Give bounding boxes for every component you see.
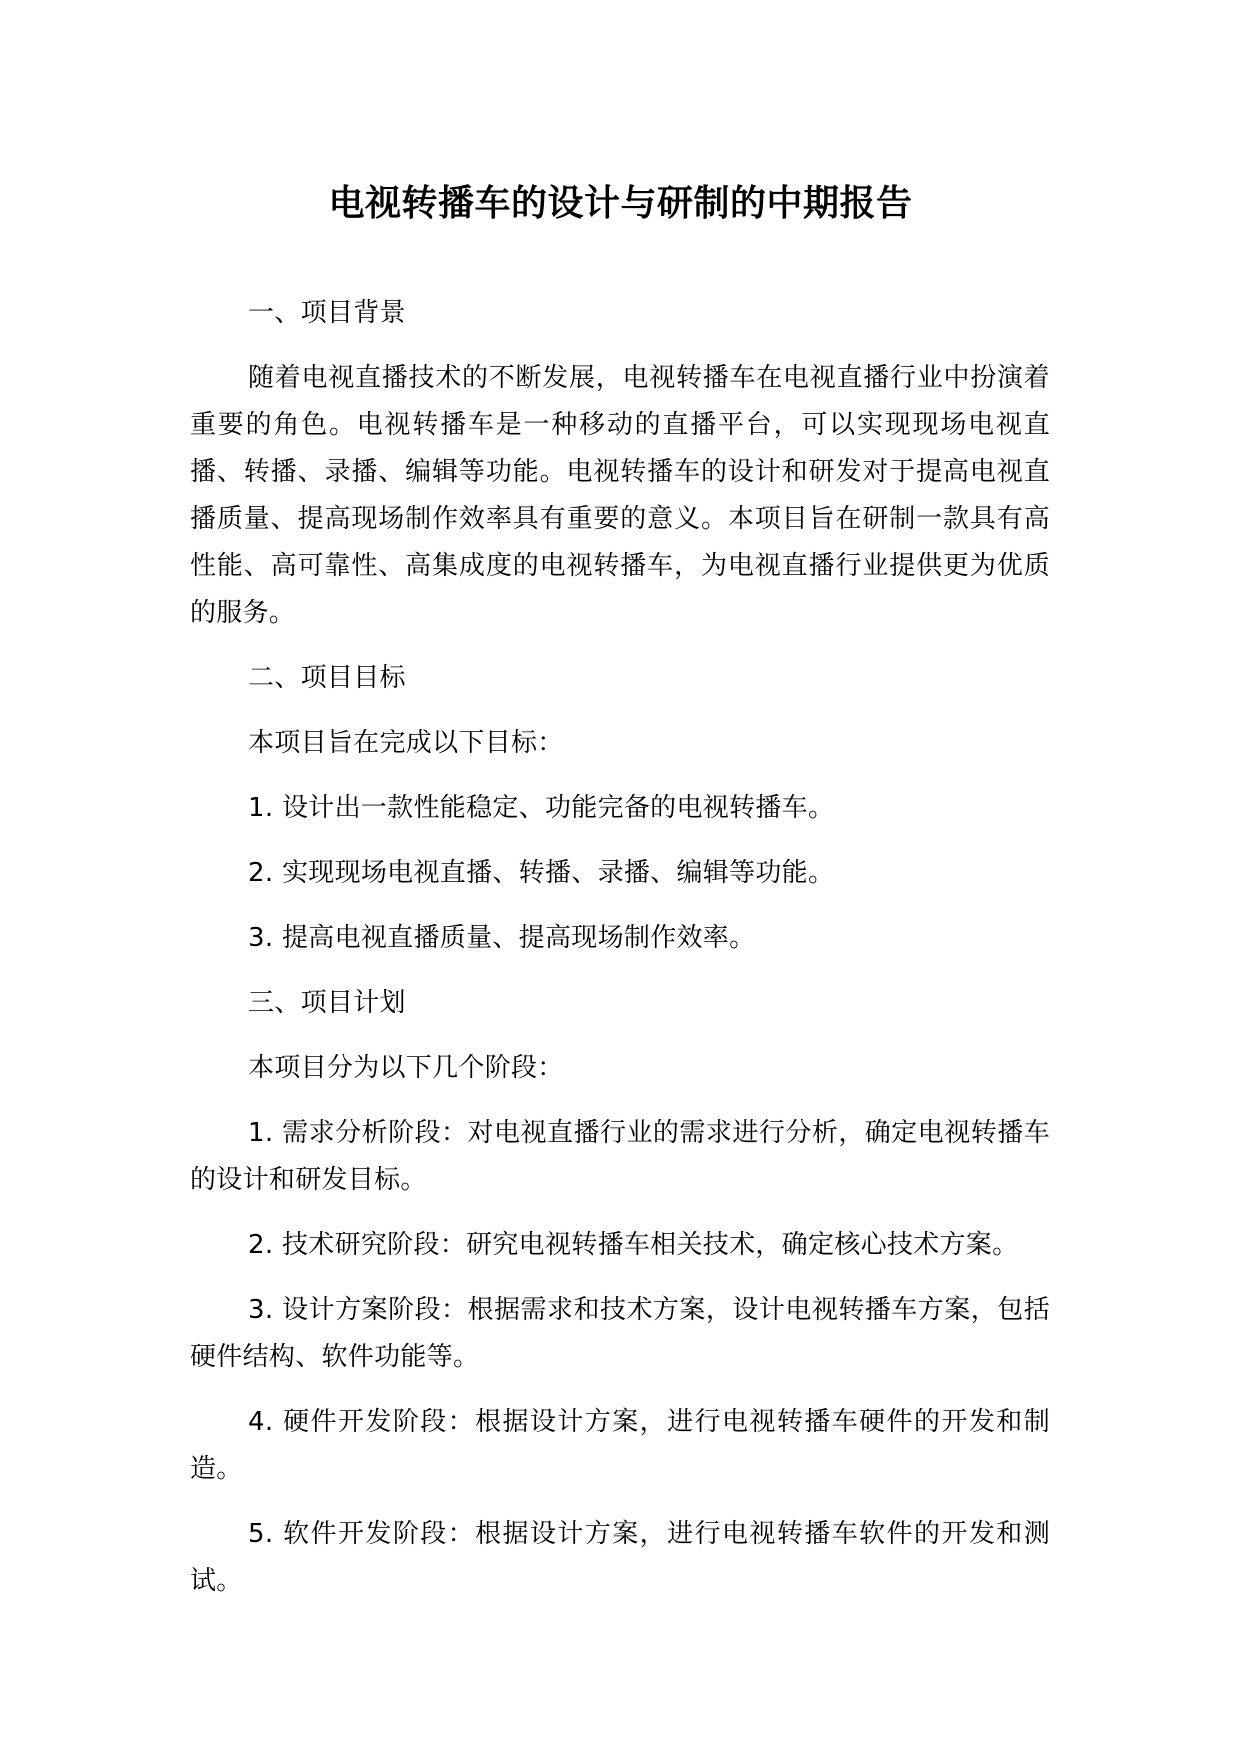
section-heading-background: 一、项目背景	[248, 298, 406, 328]
plan-stage-1: 1. 需求分析阶段：对电视直播行业的需求进行分析，确定电视转播车的设计和研发目标。	[190, 1118, 1050, 1195]
document-title: 电视转播车的设计与研制的中期报告	[328, 183, 913, 224]
goal-item-2: 2. 实现现场电视直播、转播、录播、编辑等功能。	[248, 858, 835, 888]
section-heading-goals: 二、项目目标	[248, 663, 406, 693]
plan-stage-4: 4. 硬件开发阶段：根据设计方案，进行电视转播车硬件的开发和制造。	[190, 1407, 1050, 1484]
plan-stage-2: 2. 技术研究阶段：研究电视转播车相关技术，确定核心技术方案。	[248, 1230, 1019, 1260]
background-paragraph: 随着电视直播技术的不断发展，电视转播车在电视直播行业中扮演着重要的角色。电视转播车是一种移动的直播平台，可以实现现场电视直播、转播、录播、编辑等功能。电视转播车的设计和研发对于提高电视直播质量、提高现场制作效率具有重要的意义。本项目旨在研制一款具有高性能、高可靠性、高集成度的电视转播车，为电视直播行业提供更为优质的服务。	[190, 363, 1050, 628]
goals-intro: 本项目旨在完成以下目标：	[248, 728, 564, 758]
goal-item-1: 1. 设计出一款性能稳定、功能完备的电视转播车。	[248, 793, 835, 823]
section-heading-plan: 三、项目计划	[248, 988, 406, 1018]
plan-intro: 本项目分为以下几个阶段：	[248, 1053, 564, 1083]
document-body	[190, 290, 1050, 1623]
goal-item-3: 3. 提高电视直播质量、提高现场制作效率。	[248, 923, 756, 953]
plan-stage-5: 5. 软件开发阶段：根据设计方案，进行电视转播车软件的开发和测试。	[190, 1519, 1050, 1596]
plan-stage-3: 3. 设计方案阶段：根据需求和技术方案，设计电视转播车方案，包括硬件结构、软件功能等。	[190, 1295, 1050, 1372]
